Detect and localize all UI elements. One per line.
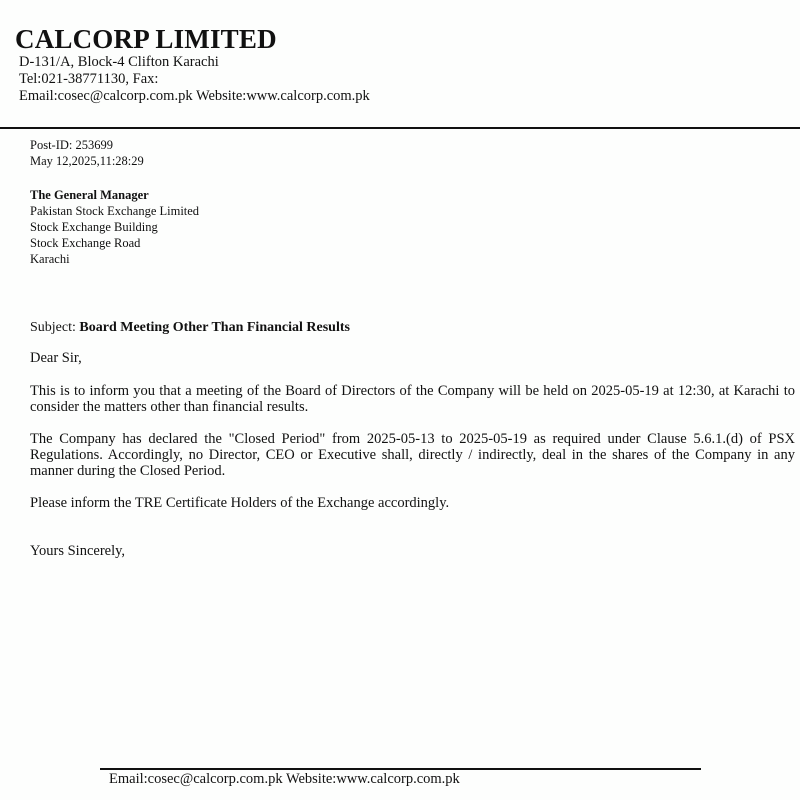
body-paragraph-closed-period: The Company has declared the "Closed Period" from 2025-05-13 to 2025-05-19 as required under Clause 5.6.1.(d) of PSX Regulations. Accordingly, no Director, CEO or Executive shall, directly / indirectly, deal in the shares of the Company in any manner during the Closed Period. (30, 431, 795, 479)
body-paragraph-meeting: This is to inform you that a meeting of the Board of Directors of the Company will be held on 2025-05-19 at 12:30, at Karachi to consider the matters other than financial results. (30, 383, 795, 415)
footer-contact: Email:cosec@calcorp.com.pk Website:www.calcorp.com.pk (109, 771, 460, 787)
subject-label: Subject: (30, 320, 76, 335)
recipient-line: Karachi (30, 252, 70, 266)
closing: Yours Sincerely, (30, 543, 126, 559)
company-email-website: Email:cosec@calcorp.com.pk Website:www.calcorp.com.pk (19, 88, 370, 104)
body-paragraph-inform: Please inform the TRE Certificate Holders of the Exchange accordingly. (30, 495, 450, 511)
recipient-line: Stock Exchange Road (30, 236, 141, 250)
recipient-line: Pakistan Stock Exchange Limited (30, 204, 200, 218)
subject-line (30, 319, 350, 336)
post-datetime: May 12,2025,11:28:29 (30, 154, 144, 168)
footer-divider (100, 768, 701, 770)
recipient-title: The General Manager (30, 188, 149, 202)
company-address: D-131/A, Block-4 Clifton Karachi (19, 54, 219, 70)
company-phone-fax: Tel:021-38771130, Fax: (19, 71, 159, 87)
subject-text: Board Meeting Other Than Financial Results (79, 320, 350, 335)
recipient-line: Stock Exchange Building (30, 220, 158, 234)
header-divider (0, 127, 800, 129)
salutation: Dear Sir, (30, 350, 82, 366)
post-id: Post-ID: 253699 (30, 138, 113, 152)
company-name: CALCORP LIMITED (15, 24, 277, 54)
